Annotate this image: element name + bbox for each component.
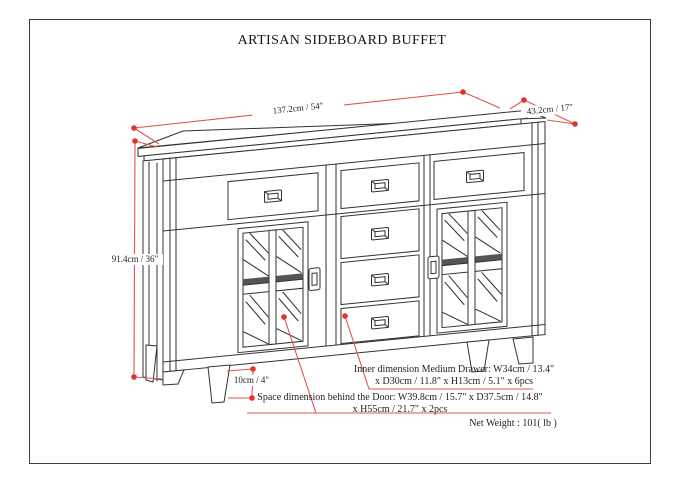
right-top-drawer bbox=[434, 153, 524, 200]
net-weight-note: Net Weight : 101( lb ) bbox=[469, 418, 557, 429]
middle-drawer-3 bbox=[341, 255, 419, 305]
door-mullion bbox=[468, 210, 475, 325]
door-space-note bbox=[238, 392, 562, 416]
door-space-note-line1: Space dimension behind the Door: W39.8cm / 15.7" x D37.5cm / 14.8" bbox=[257, 392, 543, 403]
drawer-dimension-note-line1: Inner dimension Medium Drawer: W34cm / 13.4" bbox=[353, 364, 555, 375]
door-space-note-line2: x H55cm / 21.7" x 2pcs bbox=[352, 404, 448, 415]
left-corner-leg bbox=[163, 370, 184, 385]
height-dimension-label: 91.4cm / 36" bbox=[107, 254, 163, 265]
cabinet-body bbox=[138, 109, 545, 375]
glass-door-right bbox=[428, 202, 507, 334]
middle-drawer-4 bbox=[341, 301, 419, 344]
middle-drawer-2 bbox=[341, 209, 419, 259]
right-corner-leg bbox=[513, 337, 533, 364]
drawer-dimension-note-line2: x D30cm / 11.8" x H13cm / 5.1" x 6pcs bbox=[374, 376, 534, 387]
left-top-drawer bbox=[228, 173, 318, 220]
drawer-dimension-note bbox=[336, 364, 572, 388]
glass-door-left bbox=[238, 221, 320, 353]
depth-dimension-label: 43.2cm / 17" bbox=[521, 101, 580, 118]
door-handle-icon bbox=[309, 268, 320, 291]
back-left-leg bbox=[146, 345, 157, 382]
cabinet-left-side bbox=[143, 161, 163, 382]
page-title: ARTISAN SIDEBOARD BUFFET bbox=[237, 33, 447, 48]
middle-drawer-1 bbox=[341, 163, 419, 209]
leg-height-dimension-label: 10cm / 4" bbox=[230, 375, 273, 386]
front-left-leg bbox=[208, 365, 230, 403]
door-handle-icon bbox=[428, 256, 439, 279]
door-mullion bbox=[269, 230, 276, 345]
width-dimension-label: 137.2cm / 54" bbox=[252, 98, 345, 119]
